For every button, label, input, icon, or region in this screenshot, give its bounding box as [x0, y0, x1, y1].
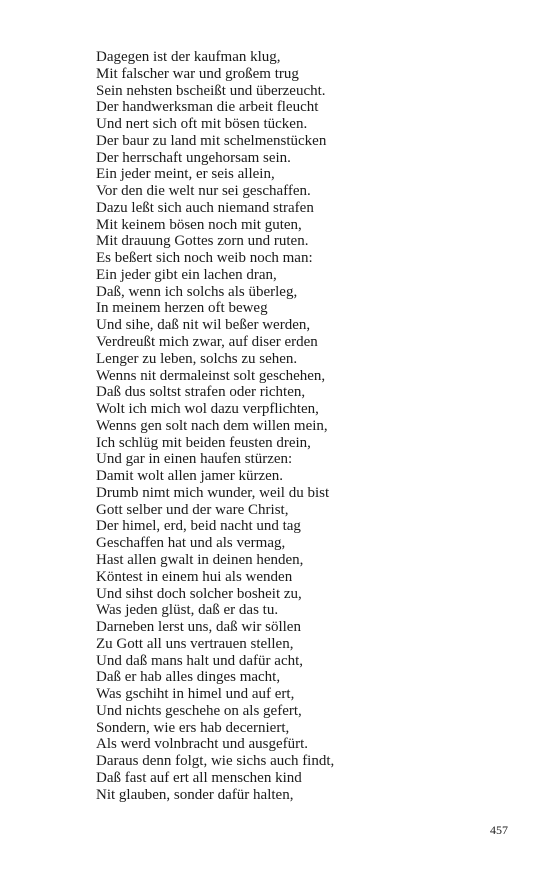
- poem-line: Ein jeder meint, er seis allein,: [96, 166, 275, 183]
- poem-line: Daß, wenn ich solchs als überleg,: [96, 283, 298, 300]
- poem-line: Mit falscher war und großem trug: [96, 65, 299, 82]
- poem-line: Was gschiht in himel und auf ert,: [96, 686, 295, 703]
- poem-line: Der handwerksman die arbeit fleucht: [96, 99, 319, 116]
- poem-line: Daß fast auf ert all menschen kind: [96, 769, 302, 786]
- poem-line: Der himel, erd, beid nacht und tag: [96, 518, 301, 535]
- poem-line: Darneben lerst uns, daß wir söllen: [96, 619, 301, 636]
- page-number: 457: [490, 823, 508, 837]
- poem-line: Vor den die welt nur sei geschaffen.: [96, 183, 311, 200]
- poem-line: Daß dus soltst strafen oder richten,: [96, 384, 306, 401]
- poem-line: Und nichts geschehe on als gefert,: [96, 702, 302, 719]
- poem-line: Als werd volnbracht und ausgefürt.: [96, 736, 309, 753]
- poem-line: Hast allen gwalt in deinen henden,: [96, 551, 304, 568]
- poem-line: Der herrschaft ungehorsam sein.: [96, 149, 291, 166]
- poem-line: Dazu leßt sich auch niemand strafen: [96, 199, 314, 216]
- poem-line: Köntest in einem hui als wenden: [96, 568, 293, 585]
- poem-line: Und sihe, daß nit wil beßer werden,: [96, 317, 311, 334]
- poem-text: [96, 49, 334, 803]
- poem-line: Daraus denn folgt, wie sichs auch findt,: [96, 753, 335, 770]
- poem-line: Und nert sich oft mit bösen tücken.: [96, 116, 308, 133]
- poem-line: Der baur zu land mit schelmenstücken: [96, 132, 327, 149]
- poem-line: Wolt ich mich wol dazu verpflichten,: [96, 401, 319, 418]
- poem-line: Sondern, wie ers hab decerniert,: [96, 719, 290, 736]
- poem-line: Was jeden glüst, daß er das tu.: [96, 602, 279, 619]
- poem-line: Und daß mans halt und dafür acht,: [96, 652, 304, 669]
- poem-line: Damit wolt allen jamer kürzen.: [96, 468, 284, 485]
- poem-line: Mit drauung Gottes zorn und ruten.: [96, 233, 309, 250]
- poem-line: Verdreußt mich zwar, auf diser erden: [96, 334, 318, 351]
- poem-line: Sein nehsten bscheißt und überzeucht.: [96, 82, 326, 99]
- poem-line: Es beßert sich noch weib noch man:: [96, 250, 313, 267]
- poem-line: In meinem herzen oft beweg: [96, 300, 268, 317]
- poem-line: Und sihst doch solcher bosheit zu,: [96, 585, 302, 602]
- poem-line: Lenger zu leben, solchs zu sehen.: [96, 350, 298, 367]
- poem-line: Ein jeder gibt ein lachen dran,: [96, 266, 277, 283]
- poem-line: Wenns nit dermaleinst solt geschehen,: [96, 367, 326, 384]
- poem-line: Ich schlüg mit beiden feusten drein,: [96, 434, 311, 451]
- poem-line: Drumb nimt mich wunder, weil du bist: [96, 484, 330, 501]
- poem-line: Dagegen ist der kaufman klug,: [96, 49, 281, 65]
- poem-line: Nit glauben, sonder dafür halten,: [96, 786, 294, 803]
- poem-line: Und gar in einen haufen stürzen:: [96, 451, 293, 468]
- poem-line: Mit keinem bösen noch mit guten,: [96, 216, 302, 233]
- poem-line: Wenns gen solt nach dem willen mein,: [96, 417, 328, 434]
- poem-line: Gott selber und der ware Christ,: [96, 501, 289, 518]
- poem-line: Daß er hab alles dinges macht,: [96, 669, 281, 686]
- poem-line: Geschaffen hat und als vermag,: [96, 535, 286, 552]
- poem-line: Zu Gott all uns vertrauen stellen,: [96, 635, 294, 652]
